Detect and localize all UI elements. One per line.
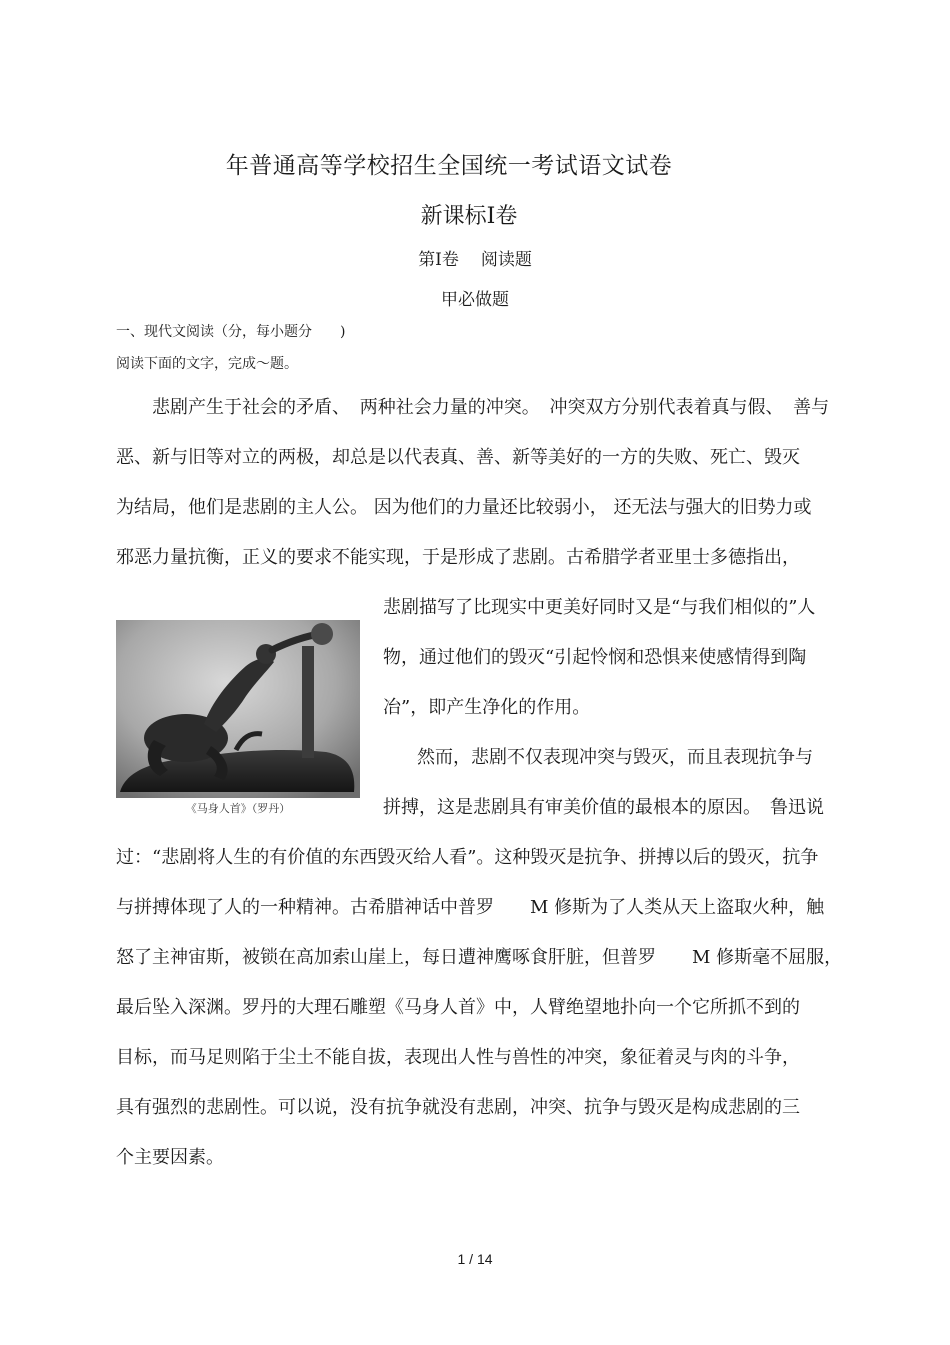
figure-caption: 《马身人首》（罗丹） bbox=[185, 802, 291, 815]
document-title: 年普通高等学校招生全国统一考试语文试卷 bbox=[225, 153, 673, 179]
question-heading: 一、现代文阅读（分，每小题分 ) bbox=[116, 324, 346, 340]
passage-line-16: 个主要因素。 bbox=[116, 1147, 224, 1168]
passage-line-14: 目标，而马足则陷于尘土不能自拔，表现出人性与兽性的冲突，象征着灵与肉的斗争， bbox=[116, 1047, 800, 1068]
passage-line-1: 悲剧产生于社会的矛盾、 两种社会力量的冲突。 冲突双方分别代表着真与假、 善与 bbox=[152, 397, 830, 418]
section-name: 阅读题 bbox=[480, 250, 532, 270]
passage-line-15: 具有强烈的悲剧性。可以说，没有抗争就没有悲剧，冲突、抗争与毁灭是构成悲剧的三 bbox=[116, 1097, 800, 1118]
passage-line-8: 然而，悲剧不仅表现冲突与毁灭，而且表现抗争与 bbox=[417, 747, 813, 768]
page-number: 1 / 14 bbox=[457, 1251, 493, 1267]
part-heading: 甲必做题 bbox=[441, 290, 509, 310]
passage-line-5: 悲剧描写了比现实中更美好同时又是“与我们相似的”人 bbox=[383, 597, 816, 618]
passage-line-4: 邪恶力量抗衡，正义的要求不能实现，于是形成了悲剧。古希腊学者亚里士多德指出， bbox=[116, 547, 800, 568]
paper-version: 新课标Ⅰ卷 bbox=[420, 204, 518, 229]
section-heading bbox=[0, 245, 950, 270]
passage-line-11: 与拼搏体现了人的一种精神。古希腊神话中普罗 M 修斯为了人类从天上盗取火种，触 bbox=[116, 897, 825, 918]
passage-line-3: 为结局，他们是悲剧的主人公。 因为他们的力量还比较弱小， 还无法与强大的旧势力或 bbox=[116, 497, 812, 518]
passage-line-9: 拼搏，这是悲剧具有审美价值的最根本的原因。 鲁迅说 bbox=[383, 797, 824, 818]
sculpture-photo-icon bbox=[116, 620, 360, 798]
passage-line-2: 恶、新与旧等对立的两极，却总是以代表真、善、新等美好的一方的失败、死亡、毁灭 bbox=[116, 447, 800, 468]
passage-line-10: 过：“悲剧将人生的有价值的东西毁灭给人看”。这种毁灭是抗争、拼搏以后的毁灭，抗争 bbox=[116, 847, 819, 868]
sculpture-figure bbox=[116, 620, 360, 822]
passage-line-7: 冶”，即产生净化的作用。 bbox=[383, 697, 591, 718]
question-instruction: 阅读下面的文字，完成～题。 bbox=[116, 356, 298, 372]
passage-line-6: 物，通过他们的毁灭“引起怜悯和恐惧来使感情得到陶 bbox=[383, 647, 807, 668]
section-label: 第Ⅰ卷 bbox=[418, 250, 459, 270]
passage-line-13: 最后坠入深渊。罗丹的大理石雕塑《马身人首》中，人臂绝望地扑向一个它所抓不到的 bbox=[116, 997, 800, 1018]
passage-line-12: 怒了主神宙斯，被锁在高加索山崖上，每日遭神鹰啄食肝脏，但普罗 M 修斯毫不屈服， bbox=[116, 947, 843, 968]
